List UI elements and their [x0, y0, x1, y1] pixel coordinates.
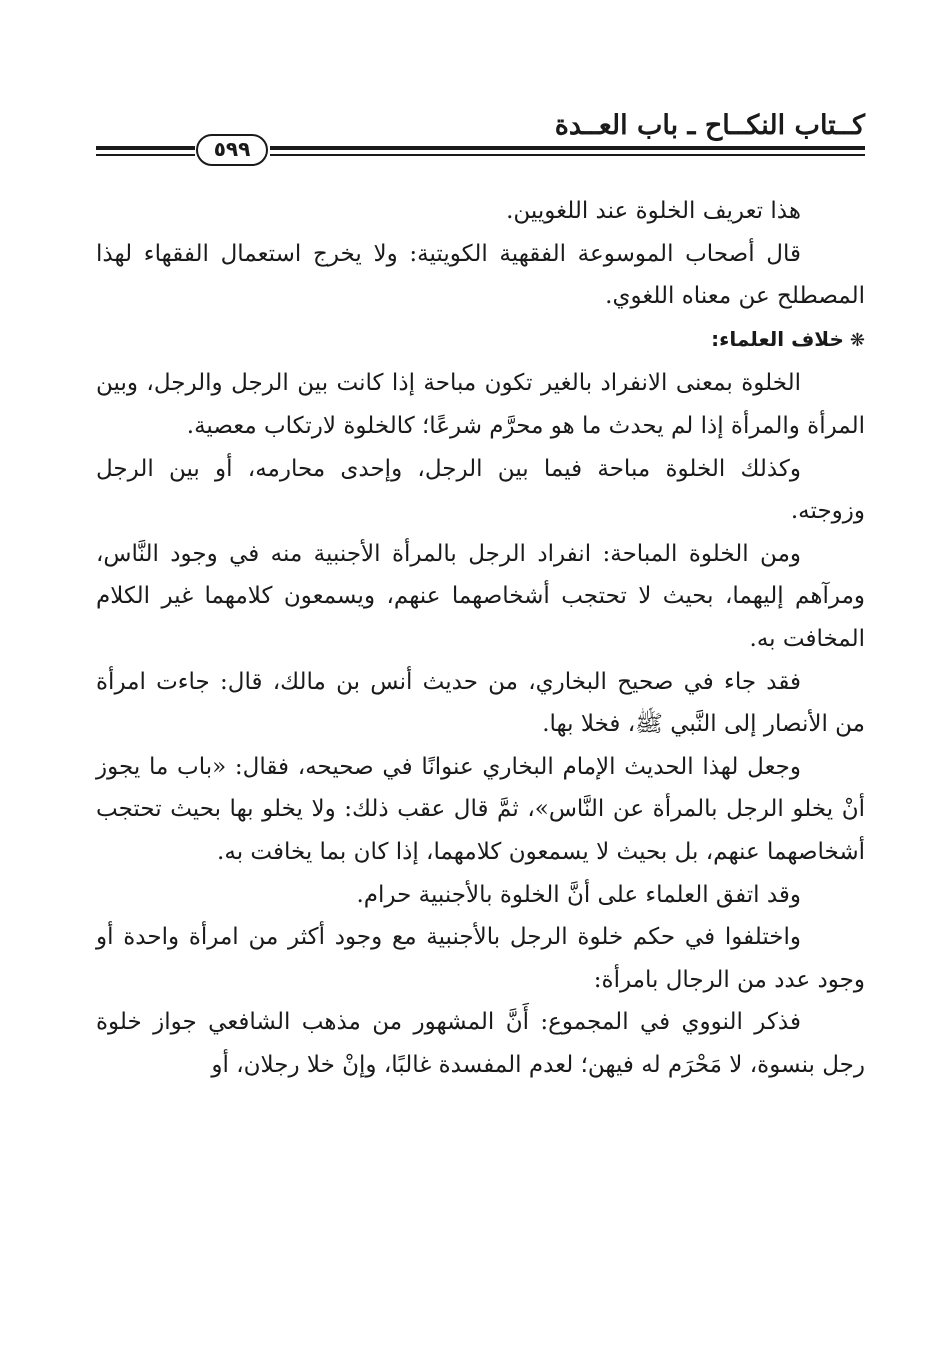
- header-rule-thick: [270, 146, 865, 150]
- paragraph-7: وجعل لهذا الحديث الإمام البخاري عنوانًا في صحيحه، فقال: «باب ما يجوز أنْ يخلو الرجل بالمرأة عن النَّاس»، ثمَّ قال عقب ذلك: ولا يخلو بها بحيث تحتجب أشخاصهما عنهم، بل بحيث لا يسمعون كلامهما، إذا كان بما يخافت به.: [96, 753, 865, 865]
- paragraph-4: وكذلك الخلوة مباحة فيما بين الرجل، وإحدى محارمه، أو بين الرجل وزوجته.: [96, 455, 865, 525]
- paragraph-5: ومن الخلوة المباحة: انفراد الرجل بالمرأة الأجنبية منه في وجود النَّاس، ومرآهم إليهما، بحيث لا تحتجب أشخاصهما عنهم، ويسمعون كلامهما غير الكلام المخافت به.: [96, 540, 865, 652]
- star-marker-icon: ❋: [849, 329, 865, 351]
- paragraph-9: واختلفوا في حكم خلوة الرجل بالأجنبية مع وجود أكثر من امرأة واحدة أو وجود عدد من الرجال بامرأة:: [96, 924, 865, 993]
- page-body: [96, 190, 865, 1086]
- page-number: ٥٩٩: [196, 134, 268, 166]
- paragraph-10: فذكر النووي في المجموع: أَنَّ المشهور من مذهب الشافعي جواز خلوة رجل بنسوة، لا مَحْرَم له فيهن؛ لعدم المفسدة غالبًا، وإنْ خلا رجلان، أو: [96, 1009, 865, 1078]
- running-title: كــتاب النكــاح ـ باب العــدة: [554, 110, 865, 141]
- header-rule-left-thin: [96, 154, 195, 156]
- paragraph-2: قال أصحاب الموسوعة الفقهية الكويتية: ولا يخرج استعمال الفقهاء لهذا المصطلح عن معناه اللغوي.: [96, 240, 865, 310]
- paragraph-6: فقد جاء في صحيح البخاري، من حديث أنس بن مالك، قال: جاءت امرأة من الأنصار إلى النَّبي ﷺ، فخلا بها.: [96, 668, 865, 738]
- paragraph-1: هذا تعريف الخلوة عند اللغويين.: [506, 198, 801, 224]
- paragraph-3: الخلوة بمعنى الانفراد بالغير تكون مباحة إذا كانت بين الرجل والرجل، وبين المرأة والمرأة إذا لم يحدث ما هو محرَّم شرعًا؛ كالخلوة لارتكاب معصية.: [96, 370, 865, 439]
- section-heading-text: خلاف العلماء:: [711, 326, 844, 351]
- section-heading: [96, 318, 865, 363]
- header-rule-thin: [270, 154, 865, 156]
- paragraph-8: وقد اتفق العلماء على أنَّ الخلوة بالأجنبية حرام.: [356, 881, 801, 908]
- header-rule-left-thick: [96, 146, 195, 150]
